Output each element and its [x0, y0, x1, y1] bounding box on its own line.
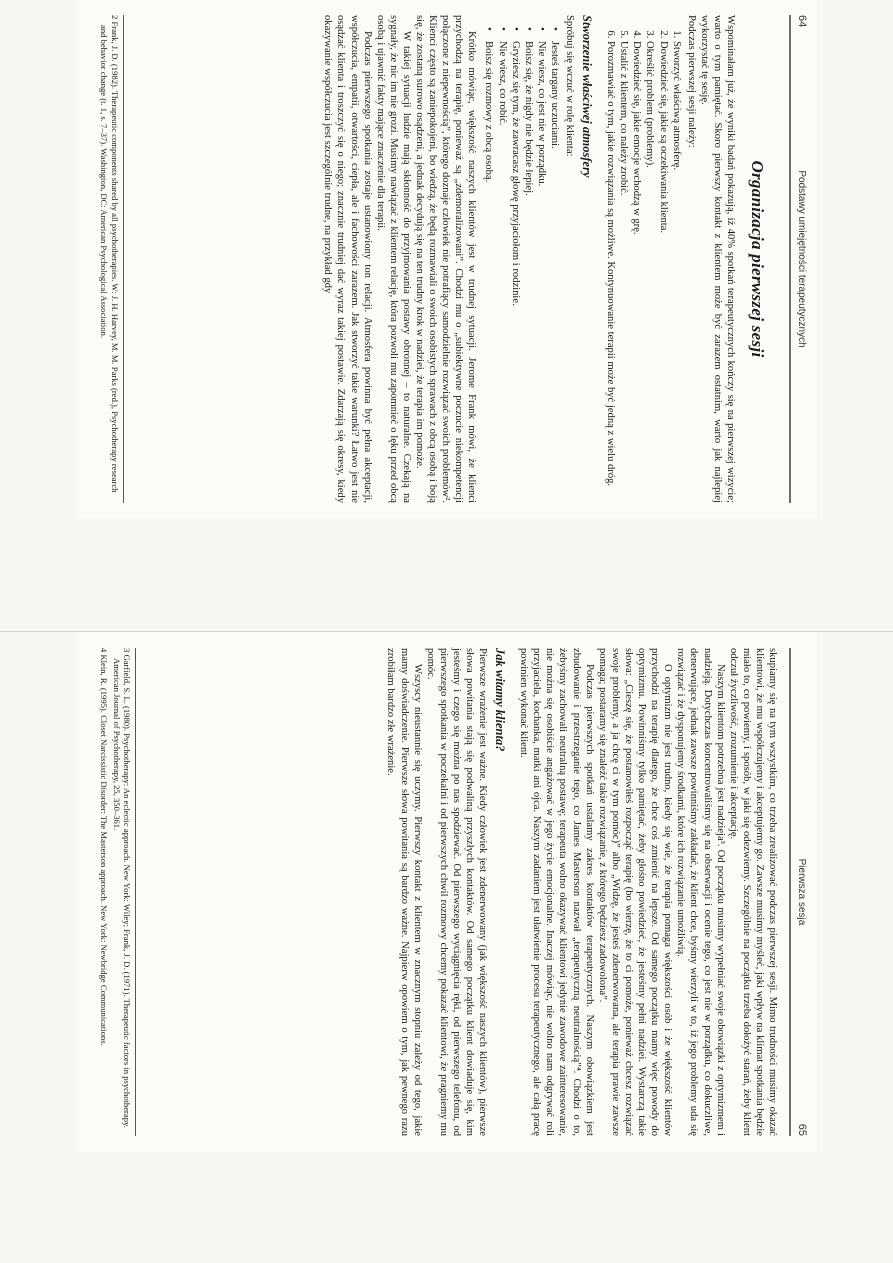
- intro-paragraph: Wspominałam już, że wyniki badań pokazują, iż 40% spotkań terapeutycznych kończy się na pierwszej wizycie; warto o tym pamiętać. Skoro pierwszy kontakt z klientem może być zarazem ostatnim, warto jak najlepiej wykorzystać tę sesję.: [698, 15, 736, 503]
- bullet-icon: •: [509, 27, 522, 31]
- bullet-icon: •: [496, 27, 509, 31]
- body-paragraph: Podczas pierwszego spotkania zostaje ustanowiony ton relacji. Atmosfera powinna być pełna akceptacji, współczucia, empatii, otwartości, ciepła, ale i fachowości zarazem. Jak stworzyć takie warunki? Łatwo jest nie osądzać klienta i troszczyć się o niego; znacznie trudniej dać wyraz takiej postawie. Zdarzają się okresy, kiedy okazywanie współczucia jest szczególnie trudne, na przykład gdy: [321, 15, 373, 503]
- list-item: [547, 27, 560, 503]
- footnote: 4 Klein, R. (1995). Closet Narcissistic Disorder: The Masterson approach. New York: Newbridge Communications.: [98, 648, 109, 1046]
- client-feelings-list: [482, 15, 561, 503]
- page-65: [77, 632, 817, 1152]
- running-header: [789, 648, 817, 1136]
- bullet-icon: •: [535, 27, 548, 31]
- section-heading: Stworzenie właściwej atmosfery: [579, 15, 594, 178]
- bullet-icon: •: [483, 27, 495, 31]
- list-item: 1. Stworzyć właściwą atmosferę.: [669, 41, 682, 503]
- running-head-title: Podstawy umiejętności terapeutycznych: [795, 170, 807, 348]
- list-item: [521, 27, 534, 503]
- body-paragraph: Wszyscy nieustannie się uczymy. Pierwszy kontakt z klientem w znacznym stopniu zależy od tego, jakie mamy doświadczenie. Pierwsze słowa powitania są bardzo ważne. Najpierw opowiem o tym, jak pewnego razu zrobiłam bardzo złe wrażenie.: [384, 648, 423, 1136]
- session-tasks-list: [604, 15, 683, 503]
- bullets-lead: Spróbuj się wczuć w rolę klienta:: [563, 15, 575, 157]
- running-header: [789, 15, 817, 503]
- footnote: 2 Frank, J. D. (1982). Therapeutic components shared by all psychotherapies. W: J. H. Harvey, M. M. Parks (red.), Psychotherapy research and behavior change (t. 1, s. 7–37). Washington, DC: American Psychological Association.: [98, 15, 120, 493]
- list-item: 3. Określić problem (problemy).: [643, 41, 656, 503]
- list-item-text: Nie wiesz, co robić.: [496, 41, 508, 126]
- footnote: 3 Garfield, S. L. (1980). Psychotherapy: An eclectic approach. New York: Wiley; Frank, J. D. (1971). Therapeutic factors in psychotherapy. American Journal of Psychotherapy, 25, 350–361.: [111, 648, 132, 1128]
- running-head-title: Pierwsza sesja: [795, 858, 807, 926]
- footnotes: [97, 648, 136, 1136]
- body-paragraph: Pierwsze wrażenie jest ważne. Kiedy człowiek jest zdenerwowany (jak większość naszych klientów), pierwsze słowa powitania stają się podwaliną przyszłych kontaktów. Od samego początku klient dowiaduje się, kim jesteśmy i czego się można po nas spodziewać. Od pierwszego wyciągnięcia ręki, od pierwszego telefonu, od pierwszego spotkania w poczekalni i od pierwszych chwil rozmowy chcemy pokazać klientowi, że pragniemy mu pomóc.: [424, 648, 488, 1136]
- section-heading: Jak witamy klienta?: [492, 648, 507, 752]
- list-item: 5. Ustalić z klientem, co należy zrobić.: [617, 41, 630, 503]
- list-item-text: Boisz się, że nigdy nie będzie lepiej.: [522, 41, 534, 196]
- list-item: [482, 27, 495, 503]
- body-paragraph: Podczas pierwszych spotkań ustalamy zakres kontaktów terapeutycznych. Naszym obowiązkiem jest zbudowanie i przestrzeganie tego, co James Masterson nazwał „terapeutyczną neutralnością”⁴. Chodzi o to, żebyśmy zachowali neutralną postawę; terapeuta wolno okazywać klientowi jedynie zawodowe zainteresowanie, nie można się osobiście angażować w jego życie emocjonalne. Inaczej mówiąc, nie wolno nam odgrywać roli przyjaciela, kochanka, matki ani ojca. Naszym zadaniem jest ułatwienie procesu terapeutycznego, ale całą pracę powinien wykonać klient.: [517, 648, 595, 1136]
- bullet-icon: •: [548, 27, 561, 31]
- chapter-title: Organizacja pierwszej sesji: [747, 160, 767, 358]
- list-item: 6. Porozmawiać o tym, jakie rozwiązania są możliwe. Kontynuowanie terapii może być jedną z wielu dróg.: [604, 41, 617, 503]
- list-item-text: Boisz się rozmowy z obcą osobą.: [483, 41, 494, 183]
- list-item: [534, 27, 547, 503]
- list-item-text: Jesteś targany uczuciami.: [548, 41, 560, 149]
- body-paragraph: skupiamy się na tym wszystkim, co trzeba zrealizować podczas pierwszej sesji. Mimo trudności musimy okazać klientowi, że mu współczujemy i akceptujemy go. Zawsze musimy myśleć, jaki wpływ na klimat spotkania będzie miało to, co powiemy, i sposób, w jaki się odezwiemy. Szczególnie na początku trzeba dołożyć starań, żeby klient odczuł życzliwość, zrozumienie i akceptację.: [727, 648, 778, 1136]
- list-item-text: Gryziesz się tym, że zawracasz głowę przyjaciołom i rodzinie.: [509, 41, 521, 306]
- list-item: [495, 27, 508, 503]
- list-item: 4. Dowiedzieć się, jakie emocje wchodzą w grę.: [630, 41, 643, 503]
- body-paragraph: Naszym klientom potrzebna jest nadzieja³. Od początku musimy wypełniać swoje obowiązki z optymizmem i nadzieją. Dotychczas koncentrowaliśmy się na obserwacji i ocenie tego, co jest nie w porządku, co dokuczliwe, denerwujące, jednak zawsze powinniśmy zakładać, że klient chce, byśmy wierzyli w to, iż jego problemy uda się rozwiązać i że dysponujemy środkami, które ich rozwiązanie umożliwią.: [674, 648, 726, 1136]
- list-lead: Podczas pierwszej sesji należy:: [685, 15, 697, 148]
- body-paragraph: O optymizm nie jest trudno, kiedy się wie, że terapia pomaga większości osób i że większość klientów przychodzi na terapię dlatego, że chce coś zmienić na lepsze. Od samego początku mamy więc powody do optymizmu. Powinniśmy tylko pamiętać, żeby głośno powiedzieć, że jesteśmy pełni nadziei. Wystarczą takie słowa: „Cieszę się, że postanowiłeś rozpocząć terapię (bo wierzę, że to ci pomoże, ponieważ chcesz rozwiązać swoje problemy, a ja chcę ci w tym pomóc)” albo „Widzę, że jesteś zdenerwowana, ale terapia prawie zawsze pomaga; postaramy się znaleźć takie rozwiązanie, z którego będziesz zadowolona”.: [596, 648, 673, 1136]
- list-item-text: Nie wiesz, co jest nie w porządku.: [535, 41, 547, 187]
- page-number: 64: [795, 15, 808, 28]
- footnotes: [97, 15, 124, 503]
- body-paragraph: W takiej sytuacji ludzie mają skłonność do przyjmowania postawy obronnej – to naturalne. Czekają na sygnały, że nic im nie grozi. Musimy nawiązać z klientem relację, która pozwoli mu zapomnieć o lęku przed obcą osobą i ujawnić fakty mające znaczenie dla terapii.: [374, 15, 412, 503]
- page-number: 65: [795, 1123, 808, 1136]
- list-item: 2. Dowiedzieć się, jakie są oczekiwania klienta.: [656, 41, 669, 503]
- page-64: [77, 0, 817, 519]
- list-item: [508, 27, 521, 503]
- body-paragraph: Krótko mówiąc, większość naszych klientów jest w trudnej sytuacji. Jerome Frank mówi, że klienci przychodzą na terapię, ponieważ są „zdemoralizowani”. Chodzi mu o „subiektywne poczucie niekompetencji połączone z niepewnością”, którego doznaje człowiek nie potrafiący samodzielnie rozwiązać swoich problemów². Klienci często są zaniepokojeni, bo wiedzą, że będą rozmawiali o swoich osobistych sprawach z obcą osobą i boją się, że zostaną surowo osądzeni, a jednak decydują się na ten trudny krok w nadziei, że terapia im pomoże.: [413, 15, 477, 503]
- bullet-icon: •: [522, 27, 535, 31]
